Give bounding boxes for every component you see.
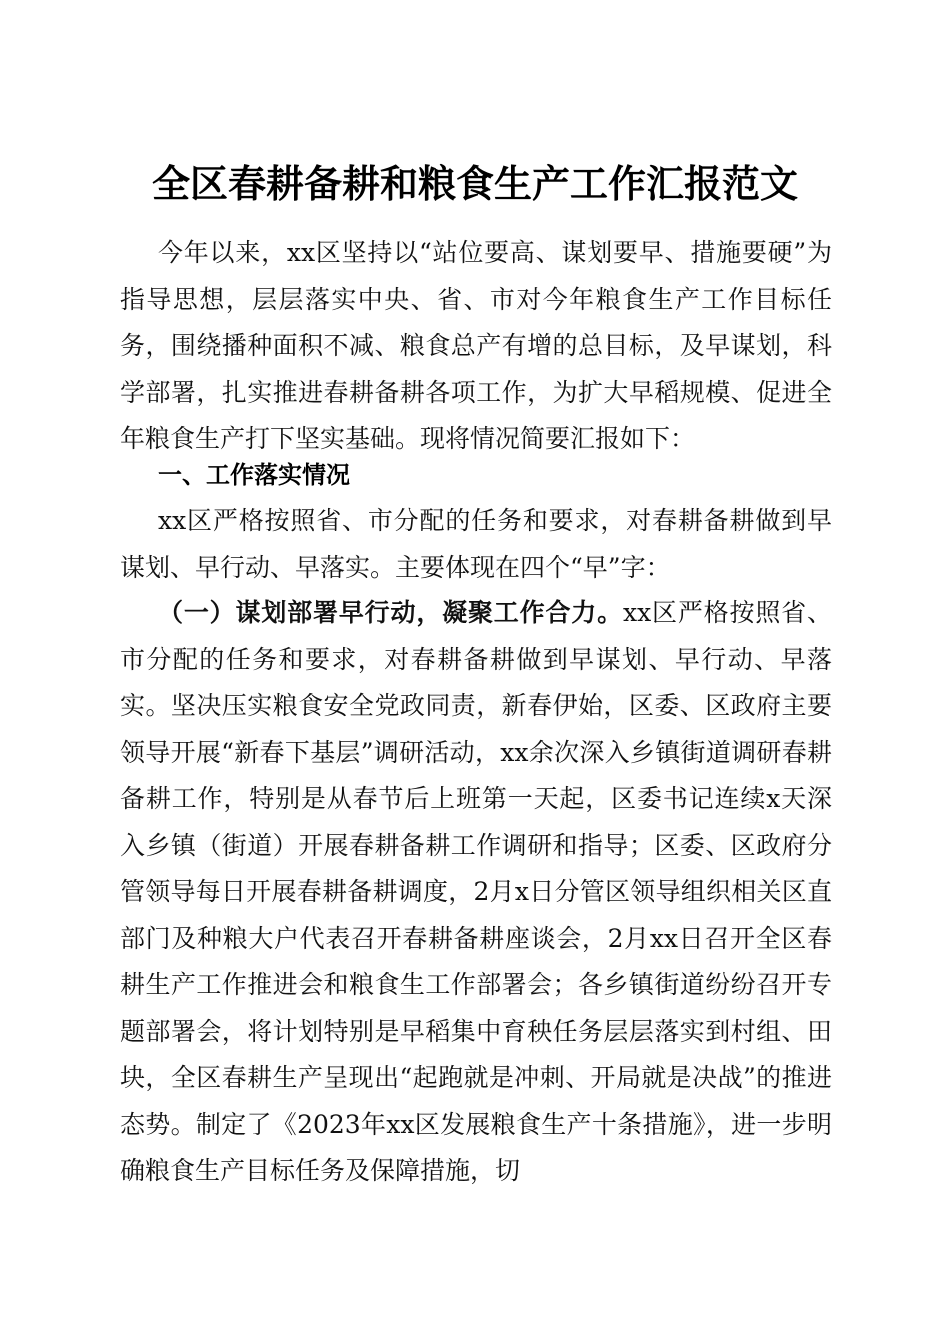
- subsection-body: xx区严格按照省、市分配的任务和要求，对春耕备耕做到早谋划、早行动、早落实。坚决压实粮食安全党政同责，新春伊始，区委、区政府主要领导开展“新春下基层”调研活动，xx余次深入乡镇街道调研春耕备耕工作，特别是从春节后上班第一天起，区委书记连续x天深入乡镇（街道）开展春耕备耕工作调研和指导；区委、区政府分管领导每日开展春耕备耕调度，2月x日分管区领导组织相关区直部门及种粮大户代表召开春耕备耕座谈会，2月xx日召开全区春耕生产工作推进会和粮食生工作部署会；各乡镇街道纷纷召开专题部署会，将计划特别是早稻集中育秧任务层层落实到村组、田块，全区春耕生产呈现出“起跑就是冲刺、开局就是决战”的推进态势。制定了《2023年xx区发展粮食生产十条措施》，进一步明确粮食生产目标任务及保障措施，切: [120, 598, 832, 1185]
- intro-paragraph: 今年以来，xx区坚持以“站位要高、谋划要早、措施要硬”为指导思想，层层落实中央、省、市对今年粮食生产工作目标任务，围绕播种面积不减、粮食总产有增的总目标，及早谋划，科学部署，扎实推进春耕备耕各项工作，为扩大早稻规模、促进全年粮食生产打下坚实基础。现将情况简要汇报如下：: [120, 238, 832, 453]
- section-heading: 一、工作落实情况: [158, 461, 350, 489]
- document-title: 全区春耕备耕和粮食生产工作汇报范文: [151, 161, 798, 207]
- subsection-lead: （一）谋划部署早行动，凝聚工作合力。: [158, 598, 623, 627]
- section-intro-paragraph: xx区严格按照省、市分配的任务和要求，对春耕备耕做到早谋划、早行动、早落实。主要体现在四个“早”字：: [120, 506, 832, 582]
- subsection-paragraph: [120, 590, 832, 1195]
